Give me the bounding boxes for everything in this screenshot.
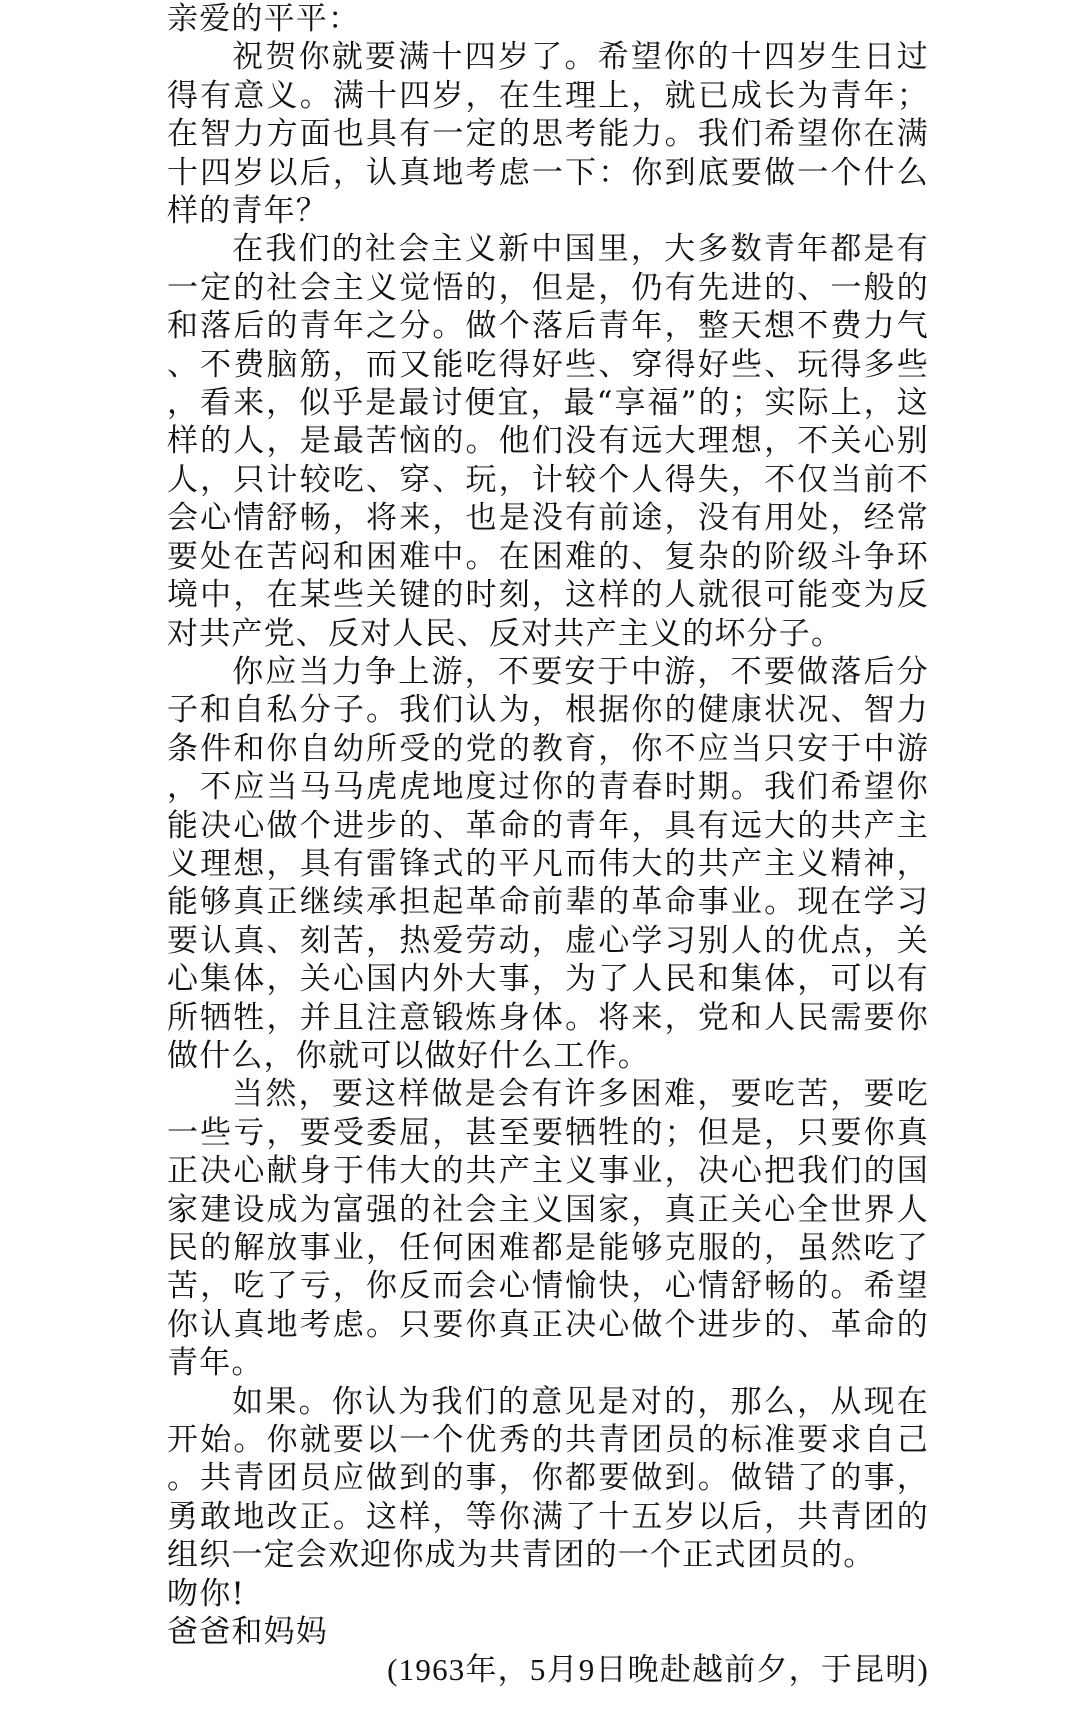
letter-closing: 吻你!	[167, 1575, 246, 1612]
letter-paragraph-1: 祝贺你就要满十四岁了。希望你的十四岁生日过得有意义。满十四岁，在生理上，就已成长为青年；在智力方面也具有一定的思考能力。我们希望你在满十四岁以后，认真地考虑一下：你到底要做一个什么样的青年？	[167, 39, 929, 230]
letter-paragraph-3: 你应当力争上游，不要安于中游，不要做落后分子和自私分子。我们认为，根据你的健康状况、智力条件和你自幼所受的党的教育，你不应当只安于中游，不应当马马虎虎地度过你的青春时期。我们希望你能决心做个进步的、革命的青年，具有远大的共产主义理想，具有雷锋式的平凡而伟大的共产主义精神，能够真正继续承担起革命前辈的革命事业。现在学习要认真、刻苦，热爱劳动，虚心学习别人的优点，关心集体，关心国内外大事，为了人民和集体，可以有所牺牲，并且注意锻炼身体。将来，党和人民需要你做什么，你就可以做好什么工作。	[167, 653, 929, 1074]
letter-signature: 爸爸和妈妈	[167, 1614, 328, 1651]
letter-paragraph-4: 当然，要这样做是会有许多困难，要吃苦，要吃一些亏，要受委屈，甚至要牺牲的；但是，只要你真正决心献身于伟大的共产主义事业，决心把我们的国家建设成为富强的社会主义国家，真正关心全世界人民的解放事业，任何困难都是能够克服的，虽然吃了苦，吃了亏，你反而会心情愉快，心情舒畅的。希望你认真地考虑。只要你真正决心做个进步的、革命的青年。	[167, 1076, 929, 1382]
letter-greeting: 亲爱的平平：	[167, 1, 361, 37]
letter-date-note: (1963年，5月9日晚赴越前夕，于昆明)	[387, 1652, 929, 1688]
letter-body	[167, 0, 929, 1690]
letter-paragraph-5: 如果。你认为我们的意见是对的，那么，从现在开始。你就要以一个优秀的共青团员的标准要求自己。共青团员应做到的事，你都要做到。做错了的事，勇敢地改正。这样，等你满了十五岁以后，共青团的组织一定会欢迎你成为共青团的一个正式团员的。	[167, 1383, 929, 1574]
letter-paragraph-2: 在我们的社会主义新中国里，大多数青年都是有一定的社会主义觉悟的，但是，仍有先进的、一般的和落后的青年之分。做个落后青年，整天想不费力气、不费脑筋，而又能吃得好些、穿得好些、玩得多些，看来，似乎是最讨便宜，最“享福”的；实际上，这样的人，是最苦恼的。他们没有远大理想，不关心别人，只计较吃、穿、玩，计较个人得失，不仅当前不会心情舒畅，将来，也是没有前途，没有用处，经常要处在苦闷和困难中。在困难的、复杂的阶级斗争环境中，在某些关键的时刻，这样的人就很可能变为反对共产党、反对人民、反对共产主义的坏分子。	[167, 231, 929, 652]
